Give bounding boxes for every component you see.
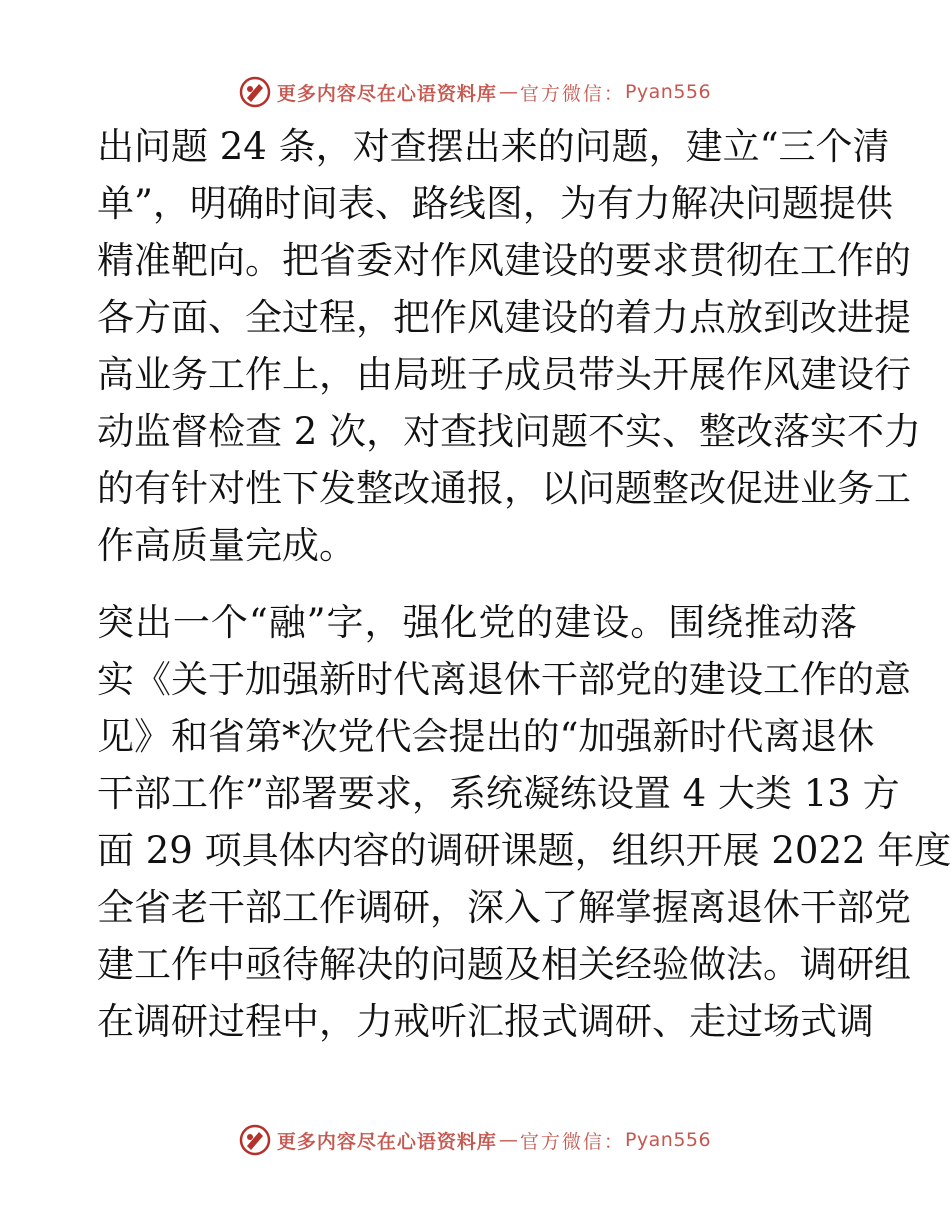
paragraph-1 <box>97 118 922 574</box>
paragraph-gap <box>97 574 857 594</box>
text-line: 全省老干部工作调研，深入了解掌握离退休干部党 <box>97 886 911 929</box>
text-line: 的有针对性下发整改通报，以问题整改促进业务工 <box>97 467 911 510</box>
watermark-label: 官方微信： <box>519 1130 625 1153</box>
logo-icon <box>239 76 271 108</box>
text-line: 见》和省第*次党代会提出的“加强新时代离退休 <box>97 715 875 758</box>
text-line: 实《关于加强新时代离退休干部党的建设工作的意 <box>97 658 911 701</box>
watermark-dash: — <box>498 1129 518 1151</box>
text-line: 高业务工作上，由局班子成员带头开展作风建设行 <box>97 353 911 396</box>
watermark-id: Pyan556 <box>624 81 712 103</box>
text-line: 动监督检查 2 次，对查找问题不实、整改落实不力 <box>97 410 922 453</box>
text-line: 干部工作”部署要求，系统凝练设置 4 大类 13 方 <box>97 772 900 815</box>
text-line: 作高质量完成。 <box>97 524 356 567</box>
text-line: 单”，明确时间表、路线图，为有力解决问题提供 <box>97 182 893 225</box>
text-line: 突出一个“融”字，强化党的建设。围绕推动落 <box>97 601 857 644</box>
watermark-label: 官方微信： <box>519 82 625 105</box>
text-line: 精准靶向。把省委对作风建设的要求贯彻在工作的 <box>97 239 911 282</box>
watermark-id: Pyan556 <box>624 1129 712 1151</box>
text-line: 建工作中亟待解决的问题及相关经验做法。调研组 <box>97 943 911 986</box>
paragraph-2 <box>97 594 951 1050</box>
footer-watermark <box>0 1120 950 1160</box>
watermark-brand: 更多内容尽在心语资料库 <box>276 82 497 105</box>
text-line: 出问题 24 条，对查摆出来的问题，建立“三个清 <box>97 125 890 168</box>
text-line: 面 29 项具体内容的调研课题，组织开展 2022 年度 <box>97 829 951 872</box>
header-watermark <box>0 72 950 112</box>
text-line: 各方面、全过程，把作风建设的着力点放到改进提 <box>97 296 911 339</box>
logo-icon <box>239 1124 271 1156</box>
watermark-dash: — <box>498 81 518 103</box>
watermark-brand: 更多内容尽在心语资料库 <box>276 1130 497 1153</box>
text-line: 在调研过程中，力戒听汇报式调研、走过场式调 <box>97 1000 874 1043</box>
document-body <box>97 118 951 1050</box>
